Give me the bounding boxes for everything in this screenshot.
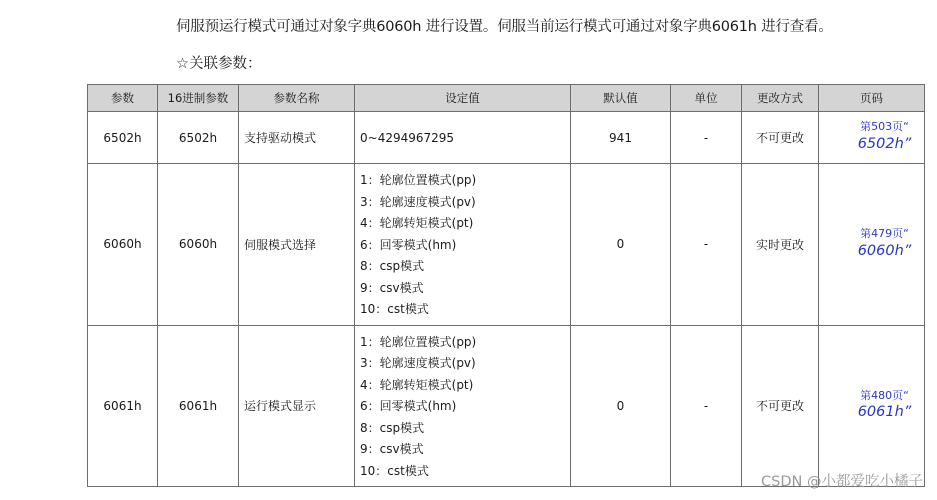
list-item: 1：轮廓位置模式(pp) (360, 334, 477, 349)
table-row (88, 325, 925, 487)
page-ref-line2: 6502h” (857, 136, 912, 153)
list-item: 6：回零模式(hm) (360, 237, 457, 252)
cell-hex-param: 6502h (158, 112, 239, 164)
header-param: 参数 (88, 85, 158, 112)
list-item: 9：csv模式 (360, 280, 424, 295)
page-ref-line1: 第480页“ (860, 388, 909, 402)
header-unit: 单位 (671, 85, 742, 112)
cell-unit: - (671, 112, 742, 164)
cell-change-mode: 实时更改 (742, 164, 819, 326)
page-ref-link[interactable] (819, 112, 925, 164)
list-item: 6：回零模式(hm) (360, 399, 457, 413)
intro-paragraph: 伺服预运行模式可通过对象字典6060h 进行设置。伺服当前运行模式可通过对象字典6061h 进行查看。 (176, 19, 833, 35)
cell-hex-param: 6060h (158, 164, 239, 326)
page-ref-line1: 第503页“ (860, 120, 909, 134)
page-ref-link[interactable] (819, 325, 925, 487)
list-item: 8：csp模式 (360, 259, 425, 273)
list-item: 8：csp模式 (360, 420, 425, 435)
cell-setting-range: 0~4294967295 (355, 112, 571, 164)
header-hex-param: 16进制参数 (158, 85, 239, 112)
cell-hex-param: 6061h (158, 325, 239, 487)
star-icon: ☆ (176, 56, 189, 72)
related-params-label: 关联参数： (189, 56, 262, 72)
page-ref-line2: 6060h” (857, 242, 912, 259)
list-item: 9：csv模式 (360, 442, 424, 456)
page-ref-line2: 6061h” (857, 404, 912, 421)
page-ref-line1: 第479页“ (860, 227, 909, 241)
list-item: 10：cst模式 (360, 302, 429, 316)
table-row (88, 164, 925, 326)
related-params-heading (176, 52, 262, 73)
cell-param-name: 支持驱动模式 (239, 112, 355, 164)
cell-param: 6060h (88, 164, 158, 326)
cell-param-name: 伺服模式选择 (239, 164, 355, 326)
cell-param: 6061h (88, 325, 158, 487)
header-setting-range: 设定值 (355, 85, 571, 112)
cell-default: 941 (571, 112, 671, 164)
cell-setting-range (355, 325, 571, 487)
params-table (87, 84, 925, 487)
header-page: 页码 (819, 85, 925, 112)
cell-unit: - (671, 164, 742, 326)
cell-change-mode: 不可更改 (742, 112, 819, 164)
cell-param-name: 运行模式显示 (239, 325, 355, 487)
csdn-watermark: CSDN @小都爱吃小橘子 (761, 474, 923, 490)
cell-default: 0 (571, 164, 671, 326)
list-item: 3：轮廓速度模式(pv) (360, 356, 476, 370)
setting-range-list (355, 164, 570, 325)
header-param-name: 参数名称 (239, 85, 355, 112)
list-item: 3：轮廓速度模式(pv) (360, 194, 476, 209)
list-item: 4：轮廓转矩模式(pt) (360, 216, 474, 230)
list-item: 1：轮廓位置模式(pp) (360, 173, 477, 187)
cell-default: 0 (571, 325, 671, 487)
list-item: 10：cst模式 (360, 463, 429, 478)
list-item: 4：轮廓转矩模式(pt) (360, 377, 474, 392)
cell-setting-range (355, 164, 571, 326)
table-row (88, 112, 925, 164)
cell-param: 6502h (88, 112, 158, 164)
cell-change-mode: 不可更改 (742, 325, 819, 487)
page-ref-link[interactable] (819, 164, 925, 326)
setting-range-list (355, 326, 570, 487)
header-change-mode: 更改方式 (742, 85, 819, 112)
cell-unit: - (671, 325, 742, 487)
header-default: 默认值 (571, 85, 671, 112)
table-header-row (88, 85, 925, 112)
